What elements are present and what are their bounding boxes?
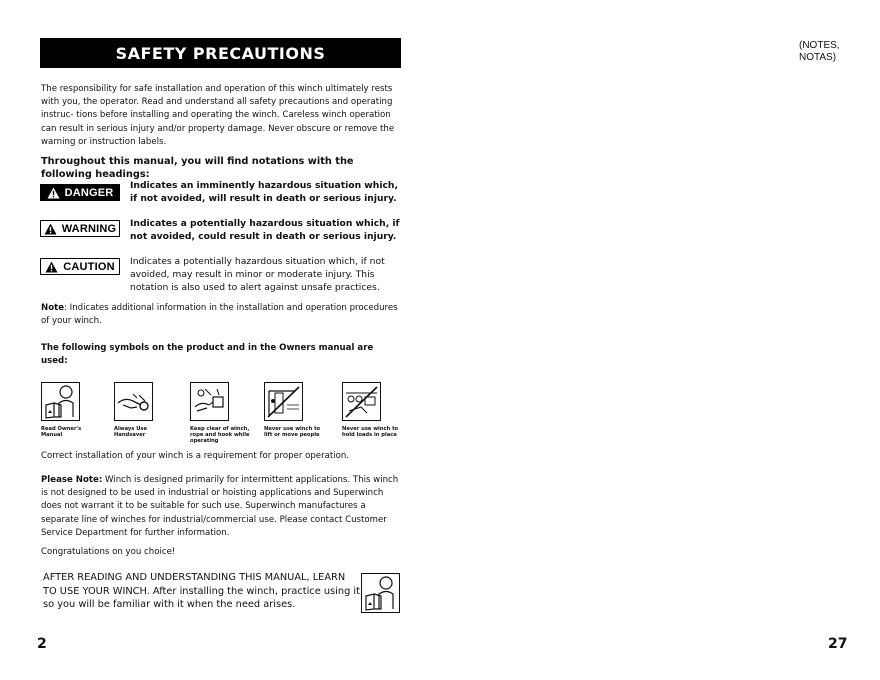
no-hold-loads-icon (342, 382, 381, 421)
warning-label (40, 220, 120, 237)
note-text: : Indicates additional information in the installation and operation procedures of your winch. (41, 303, 398, 327)
caution-label-text: CAUTION (63, 260, 115, 273)
warning-label-text: WARNING (61, 222, 117, 235)
please-note-label: Please Note: (41, 475, 103, 485)
danger-label (40, 184, 120, 201)
caution-description: Indicates a potentially hazardous situation which, if not avoided, may result in minor or moderate injury. This notation is also used to alert against unsafe practices. (130, 256, 385, 294)
warning-triangle-icon (45, 261, 58, 273)
closing-paragraph: AFTER READING AND UNDERSTANDING THIS MANUAL, LEARN TO USE YOUR WINCH. After installing the winch, practice using it so you will be familiar with it when the need arises. (43, 572, 360, 610)
symbol-caption: Read Owner's Manual (41, 426, 82, 438)
symbol-caption: Never use winch to hold loads in place (342, 426, 399, 438)
symbol-caption: Keep clear of winch, rope and hook while operating (190, 426, 250, 444)
notation-heading: Throughout this manual, you will find notations with the following headings: (41, 156, 354, 181)
installation-note: Correct installation of your winch is a requirement for proper operation. (41, 451, 350, 461)
congrats-text: Congratulations on you choice! (41, 547, 176, 557)
warning-description: Indicates a potentially hazardous situation which, if not avoided, could result in death or serious injury. (130, 218, 400, 243)
page-number-right: 27 (828, 636, 848, 652)
please-note-paragraph (41, 474, 402, 540)
no-lift-people-icon (264, 382, 303, 421)
keep-clear-icon (190, 382, 229, 421)
read-manual-icon (41, 382, 80, 421)
page-number-left: 2 (37, 636, 47, 652)
please-note-text: Winch is designed primarily for intermittent applications. This winch is not designed to be used in industrial or hoisting applications and Superwinch does not warrant it to be suitable for such use. Superwinch manufactures a separate line of winches for industrial/commercial use. Please contact Customer Service Department for further information. (41, 475, 399, 538)
danger-description: Indicates an imminently hazardous situation which, if not avoided, will result in death or serious injury. (130, 180, 398, 205)
symbol-caption: Never use winch to lift or move people (264, 426, 321, 438)
symbols-heading: The following symbols on the product and in the Owners manual are used: (41, 343, 374, 367)
warning-triangle-icon (44, 223, 57, 235)
handsaver-icon (114, 382, 153, 421)
warning-triangle-icon (47, 187, 60, 199)
danger-label-text: DANGER (64, 186, 114, 199)
note-paragraph (41, 302, 402, 328)
read-manual-icon (361, 573, 400, 613)
symbol-caption: Always Use Handsaver (114, 426, 148, 438)
intro-paragraph: The responsibility for safe installation and operation of this winch ultimately rests with you, the operator. Read and understand all safety precautions and operating instruc- tions before installing and operating the winch. Careless winch operation can result in serious injury and/or property damage. Never obscure or remove the warning or instruction labels. (41, 84, 395, 147)
notes-label: (NOTES, NOTAS) (799, 40, 840, 63)
page-title: SAFETY PRECAUTIONS (40, 38, 401, 68)
caution-label (40, 258, 120, 275)
note-label: Note (41, 303, 65, 313)
